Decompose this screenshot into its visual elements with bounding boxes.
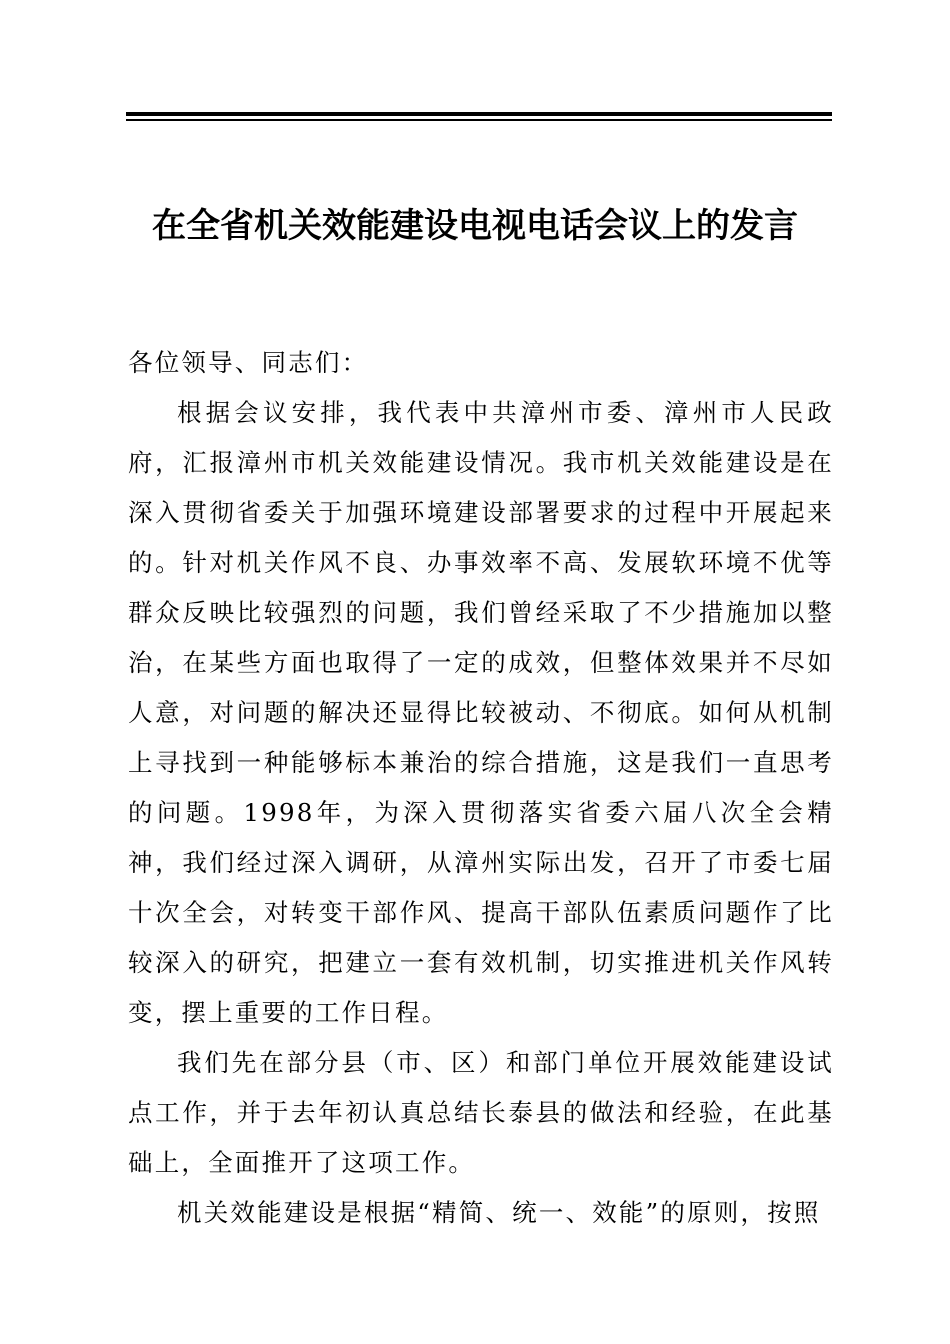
header-rule-thin xyxy=(126,119,832,121)
paragraph-3: 机关效能建设是根据“精简、统一、效能”的原则，按照 xyxy=(177,1198,821,1227)
paragraph-2: 我们先在部分县（市、区）和部门单位开展效能建设试点工作，并于去年初认真总结长泰县的做法和经验，在此基础上，全面推开了这项工作。 xyxy=(128,1048,834,1177)
header-rule-thick xyxy=(126,112,832,116)
document-title: 在全省机关效能建设电视电话会议上的发言 xyxy=(152,206,798,246)
document-body xyxy=(128,338,834,1238)
salutation: 各位领导、同志们： xyxy=(128,348,369,377)
paragraph-1: 根据会议安排，我代表中共漳州市委、漳州市人民政府，汇报漳州市机关效能建设情况。我市机关效能建设是在深入贯彻省委关于加强环境建设部署要求的过程中开展起来的。针对机关作风不良、办事效率不高、发展软环境不优等群众反映比较强烈的问题，我们曾经采取了不少措施加以整治，在某些方面也取得了一定的成效，但整体效果并不尽如人意，对问题的解决还显得比较被动、不彻底。如何从机制上寻找到一种能够标本兼治的综合措施，这是我们一直思考的问题。1998年，为深入贯彻落实省委六届八次全会精神，我们经过深入调研，从漳州实际出发，召开了市委七届十次全会，对转变干部作风、提高干部队伍素质问题作了比较深入的研究，把建立一套有效机制，切实推进机关作风转变，摆上重要的工作日程。 xyxy=(128,398,834,1027)
